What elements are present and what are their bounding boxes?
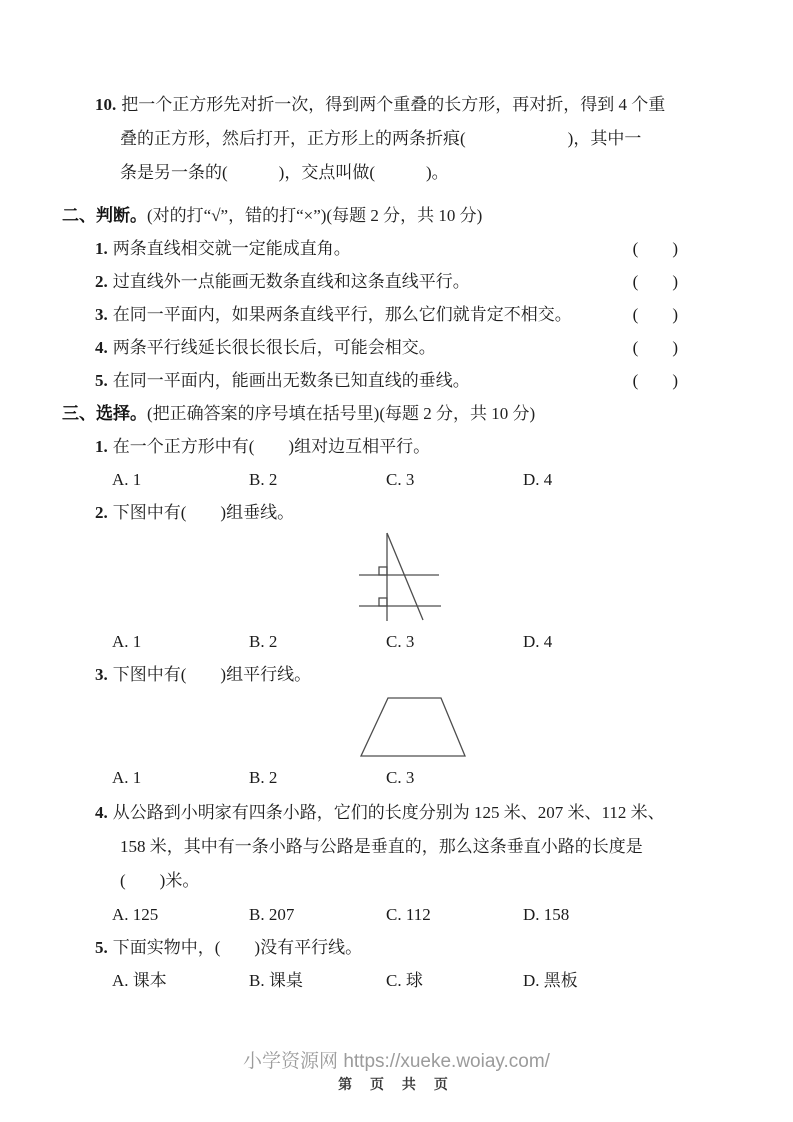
choice-q1-options	[62, 463, 764, 496]
answer-bracket: ( )	[632, 371, 678, 390]
option-c: C. 112	[386, 905, 431, 924]
perpendicular-lines-svg	[357, 531, 469, 623]
option-b: B. 2	[249, 470, 278, 489]
option-d: D. 158	[523, 905, 570, 924]
question-number: 4.	[95, 803, 108, 822]
judge-item-1	[62, 232, 678, 265]
question-text: 把一个正方形先对折一次，得到两个重叠的长方形，再对折，得到 4 个重	[121, 95, 666, 114]
footer-page-label: 第 页 共 页	[338, 1076, 455, 1092]
question-text: 在一个正方形中有( )组对边互相平行。	[112, 437, 431, 456]
question-10-line-1	[62, 88, 764, 122]
question-number: 3.	[95, 305, 108, 324]
question-number: 1.	[95, 437, 108, 456]
question-number: 5.	[95, 938, 108, 957]
statement-text: 在同一平面内，如果两条直线平行，那么它们就肯定不相交。	[112, 305, 572, 324]
judge-text	[95, 298, 572, 331]
option-c: C. 球	[386, 971, 423, 990]
statement-text: 过直线外一点能画无数条直线和这条直线平行。	[112, 272, 470, 291]
option-b: B. 2	[249, 632, 278, 651]
question-text: 下面实物中，( )没有平行线。	[112, 938, 363, 957]
question-number: 10.	[95, 95, 117, 114]
judge-item-3	[62, 298, 678, 331]
choice-question-2	[62, 496, 764, 529]
section-choice-heading	[62, 397, 764, 430]
choice-q4-options	[62, 898, 764, 931]
section-judge-title: 二、判断。	[62, 206, 147, 225]
judge-text	[95, 364, 470, 397]
option-d: D. 4	[523, 632, 553, 651]
answer-bracket: ( )	[632, 239, 678, 258]
judge-item-4	[62, 331, 678, 364]
choice-q5-options	[62, 964, 764, 997]
question-number: 5.	[95, 371, 108, 390]
option-b: B. 207	[249, 905, 295, 924]
choice-question-4	[62, 796, 764, 898]
option-a: A. 1	[112, 470, 142, 489]
section-choice-note: (把正确答案的序号填在括号里)(每题 2 分，共 10 分)	[147, 404, 536, 423]
option-a: A. 课本	[112, 971, 167, 990]
option-b: B. 课桌	[249, 971, 303, 990]
option-c: C. 3	[386, 768, 415, 787]
choice-q4-line-2: 158 米，其中有一条小路与公路是垂直的，那么这条垂直小路的长度是	[120, 837, 643, 856]
choice-question-3	[62, 658, 764, 691]
choice-q4-line-1	[62, 796, 764, 830]
trapezoid-svg	[353, 695, 473, 759]
statement-text: 两条直线相交就一定能成直角。	[112, 239, 351, 258]
question-number: 4.	[95, 338, 108, 357]
question-number: 3.	[95, 665, 108, 684]
answer-bracket: ( )	[632, 272, 678, 291]
footer-site-url: 小学资源网 https://xueke.woiay.com/	[243, 1051, 550, 1072]
choice-q4-line-3: ( )米。	[120, 871, 200, 890]
section-choice-title: 三、选择。	[62, 404, 147, 423]
judge-item-5	[62, 364, 678, 397]
choice-q2-options	[62, 625, 764, 658]
perpendicular-lines-figure	[62, 531, 764, 623]
trapezoid-figure	[62, 695, 764, 759]
choice-q3-options	[62, 761, 764, 794]
question-number: 2.	[95, 503, 108, 522]
option-a: A. 125	[112, 905, 159, 924]
choice-question-5	[62, 931, 764, 964]
question-number: 1.	[95, 239, 108, 258]
question-10	[62, 88, 764, 190]
statement-text: 在同一平面内，能画出无数条已知直线的垂线。	[112, 371, 470, 390]
judge-text	[95, 331, 436, 364]
page-content	[62, 88, 764, 997]
option-c: C. 3	[386, 470, 415, 489]
answer-bracket: ( )	[632, 305, 678, 324]
option-d: D. 4	[523, 470, 553, 489]
option-b: B. 2	[249, 768, 278, 787]
section-judge-note: (对的打“√”，错的打“×”)(每题 2 分，共 10 分)	[147, 206, 483, 225]
option-a: A. 1	[112, 632, 142, 651]
judge-text	[95, 232, 351, 265]
option-a: A. 1	[112, 768, 142, 787]
judge-item-2	[62, 265, 678, 298]
option-d: D. 黑板	[523, 971, 578, 990]
judge-text	[95, 265, 470, 298]
page-footer	[0, 1050, 793, 1093]
section-judge-heading	[62, 199, 764, 232]
question-text: 下图中有( )组垂线。	[112, 503, 295, 522]
question-number: 2.	[95, 272, 108, 291]
statement-text: 两条平行线延长很长很长后，可能会相交。	[112, 338, 436, 357]
choice-question-1	[62, 430, 764, 463]
question-text: 从公路到小明家有四条小路，它们的长度分别为 125 米、207 米、112 米、	[112, 803, 665, 822]
option-c: C. 3	[386, 632, 415, 651]
question-10-line-2: 叠的正方形，然后打开，正方形上的两条折痕( )，其中一	[120, 129, 642, 148]
question-text: 下图中有( )组平行线。	[112, 665, 312, 684]
answer-bracket: ( )	[632, 338, 678, 357]
question-10-line-3: 条是另一条的( )，交点叫做( )。	[120, 163, 449, 182]
